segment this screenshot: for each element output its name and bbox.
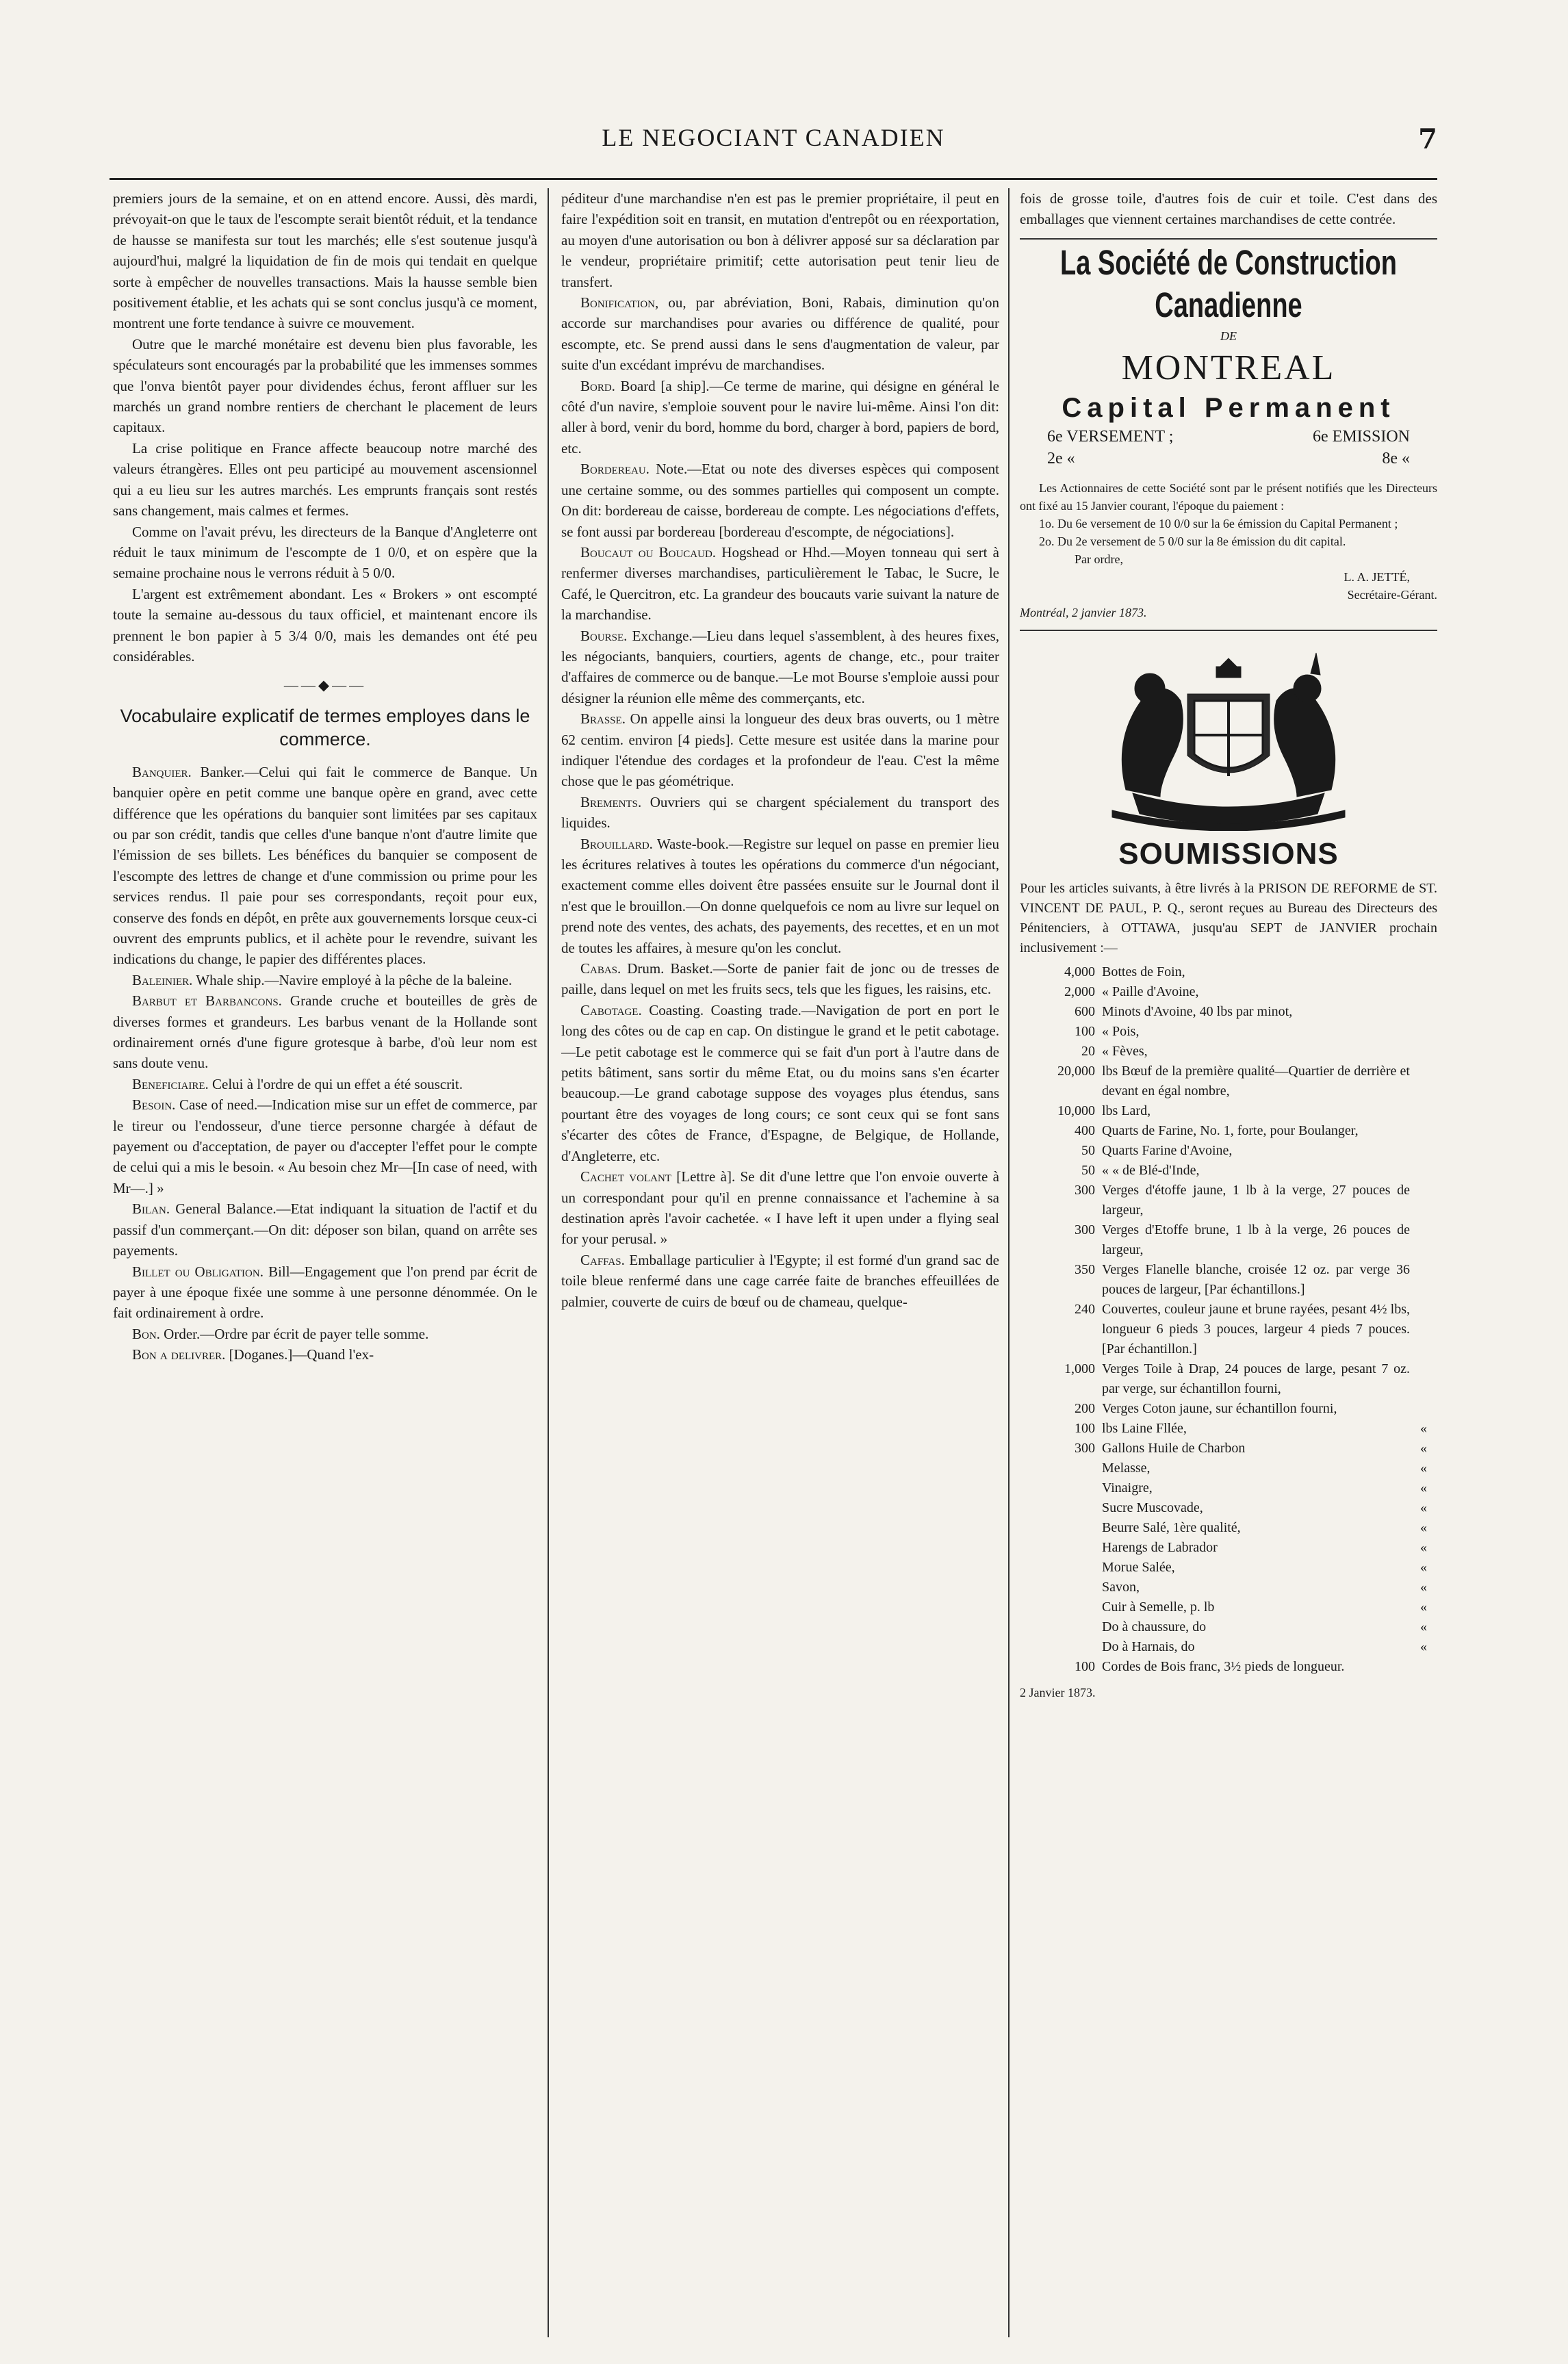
item-ditto [1410, 962, 1437, 982]
ad-signature: L. A. JETTÉ, [1344, 570, 1410, 584]
item-quantity [1020, 1637, 1102, 1657]
article-paragraph: L'argent est extrêmement abondant. Les « Brokers » ont escompté toute la semaine au-dessous du taux officiel, et maintenant encore ils prennent le bon papier à 5 3/4 0/0, mais les demandes ont été peu considérables. [113, 585, 537, 665]
item-ditto: « [1420, 1560, 1427, 1576]
item-description: Verges Coton jaune, sur échantillon fourni, [1102, 1401, 1337, 1417]
item-description: Verges Flanelle blanche, croisée 12 oz. par verge 36 pouces de largeur, [Par échantillons.] [1102, 1262, 1410, 1298]
page-header [110, 123, 1437, 171]
glossary-entry [113, 1198, 537, 1261]
list-item [1020, 1220, 1437, 1260]
glossary-text: Coasting. Coasting trade.—Navigation de port en port le long des côtes ou de cap en cap. On distingue le grand et le petit cabotage.—Le petit cabotage est le commerce qui se fait d'un port à l'autre dans de petits bâtiment, sans sortir du même Etat, ou du moins sans s'en écarter beaucoup.—Le grand cabotage suppose des voyages plus étendus, sans pourtant être des voyages de long cours; ce sont ceux qui se font sans s'écarter des côtes de France, d'Espagne, de Belgique, de Hollande, d'Angleterre, etc. [561, 1001, 999, 1164]
glossary-text: Drum. Basket.—Sorte de panier fait de jonc ou de tresses de paille, dans lequel on met les fruits secs, tels que les figues, les raisins, etc. [561, 960, 999, 998]
item-description: Vinaigre, [1102, 1480, 1153, 1496]
item-description: Cordes de Bois franc, 3½ pieds de longueur. [1102, 1659, 1345, 1675]
ad-capital: Capital Permanent [1062, 393, 1396, 424]
list-item [1020, 1459, 1437, 1478]
list-item [1020, 1359, 1437, 1399]
glossary-text: Case of need.—Indication mise sur un effet de commerce, par le tireur ou l'endosseur, d'une tierce personne chargée à défaut de payement ou d'acceptation, de payer ou d'accepter l'effet pour le compte de celui qui a mis le besoin. « Au besoin chez Mr—[In case of need, with Mr—.] » [113, 1096, 537, 1196]
item-description: Verges d'Etoffe brune, 1 lb à la verge, 26 pouces de largeur, [1102, 1222, 1410, 1258]
glossary-text: Ouvriers qui se chargent spécialement du transport des liquides. [561, 793, 999, 832]
glossary-entry [561, 792, 999, 834]
item-description: « Paille d'Avoine, [1102, 984, 1199, 1000]
list-item [1020, 1161, 1437, 1181]
glossary-entry [113, 970, 537, 990]
item-ditto [1410, 1062, 1437, 1101]
item-ditto [1410, 1220, 1437, 1260]
item-quantity: 100 [1075, 1024, 1095, 1040]
glossary-entry [561, 958, 999, 1000]
ad-row [1020, 448, 1437, 470]
list-item [1020, 1478, 1437, 1498]
ad-row-right: 6e EMISSION [1313, 428, 1410, 446]
glossary-term: Cabas. [580, 960, 621, 977]
list-item [1020, 1419, 1437, 1439]
item-ditto [1410, 1359, 1437, 1399]
glossary-term: Cabotage. [580, 1001, 642, 1018]
column-2 [561, 188, 999, 2337]
column-3 [1020, 188, 1437, 2337]
glossary-entry [561, 708, 999, 792]
item-description: Quarts Farine d'Avoine, [1102, 1143, 1233, 1159]
glossary-text: [Lettre à]. Se dit d'une lettre que l'on envoie ouverte à un correspondant pour qu'il en prenne connaissance et l'achemine à sa destination après l'avoir cachetée. « I have left it upen under a flying seal for your perusal. » [561, 1168, 999, 1248]
list-item [1020, 1062, 1437, 1101]
item-ditto: « [1420, 1580, 1427, 1595]
glossary-term: Bon. [132, 1325, 160, 1342]
item-ditto: « [1420, 1639, 1427, 1655]
glossary-text: Exchange.—Lieu dans lequel s'assemblent, à des heures fixes, les négociants, banquiers, courtiers, agents de change, etc., pour traiter d'affaires de commerce ou de banque.—Le mot Bourse s'emploie aussi pour désigner la réunion elle même des commerçants, etc. [561, 627, 999, 706]
item-quantity: 50 [1081, 1143, 1095, 1159]
glossary-term: Besoin. [132, 1096, 176, 1114]
glossary-text: Note.—Etat ou note des diverses espèces qui composent une certaine somme, ou des sommes partielles qui composent un compte. On dit: bordereau de caisse, bordereau de compte. Les négociations d'effets, se font aussi par bordereau [bordereau d'escompte, de négociations]. [561, 461, 999, 540]
glossary-term: Boucaut ou Boucaud. [580, 543, 717, 561]
glossary-entry [561, 376, 999, 459]
item-ditto: « [1420, 1461, 1427, 1476]
soumissions-title: SOUMISSIONS [1118, 837, 1339, 871]
list-item [1020, 1399, 1437, 1419]
list-item [1020, 962, 1437, 982]
list-item [1020, 1617, 1437, 1637]
glossary-entry [561, 1250, 999, 1312]
item-quantity: 4,000 [1064, 964, 1095, 980]
item-ditto [1410, 1141, 1437, 1161]
glossary-continuation: péditeur d'une marchandise n'en est pas le premier propriétaire, il peut en faire l'expédition soit en transit, en mutation d'entrepôt ou en réexportation, au moyen d'une autorisation ou bon à délivrer apposé sur sa déclaration par le vendeur, propriétaire primitif; cette autorisation peut tenir lieu de transfert. [561, 190, 999, 290]
ornament-divider: ——◆—— [283, 677, 367, 694]
glossary-text: Board [a ship].—Ce terme de marine, qui désigne en général le côté d'un navire, s'emploie souvent pour le navire lui-même. Ainsi l'on dit: aller à bord, venir du bord, homme du bord, charger à bord, papiers de bord, etc. [561, 377, 999, 457]
glossary-term: Barbut et Barbancons. [132, 992, 282, 1010]
section-rule [1020, 630, 1437, 631]
glossary-entry [561, 542, 999, 626]
ad-item: 1o. Du 6e versement de 10 0/0 sur la 6e émission du Capital Permanent ; [1039, 517, 1398, 531]
glossary-term: Caffas. [580, 1251, 625, 1268]
item-quantity [1020, 1597, 1102, 1617]
item-ditto: « [1420, 1500, 1427, 1516]
item-ditto [1410, 1657, 1437, 1677]
item-quantity [1020, 1459, 1102, 1478]
list-item [1020, 1300, 1437, 1359]
item-quantity: 100 [1075, 1659, 1095, 1675]
item-ditto: « [1420, 1441, 1427, 1456]
glossary-entry [113, 1344, 537, 1365]
list-item [1020, 982, 1437, 1002]
item-quantity: 50 [1081, 1163, 1095, 1179]
glossary-entry [561, 626, 999, 709]
item-description: Beurre Salé, 1ère qualité, [1102, 1520, 1241, 1536]
column-divider [548, 188, 549, 2337]
glossary-text: ou, par abréviation, Boni, Rabais, diminution qu'on accorde sur marchandises pour avaries ou différence de qualité, pour escompte, etc. Se prend aussi dans le sens d'augmentation de valeur, par suite d'un excédant imprévu de marchandises. [561, 294, 999, 374]
item-description: Bottes de Foin, [1102, 964, 1185, 980]
glossary-text: General Balance.—Etat indiquant la situation de l'actif et du passif d'un commerçant.—On dit: déposer son bilan, quand on arrête ses payements. [113, 1200, 537, 1259]
item-description: Do à Harnais, do [1102, 1639, 1195, 1655]
item-quantity: 300 [1075, 1222, 1095, 1238]
item-quantity [1020, 1617, 1102, 1637]
list-item [1020, 1578, 1437, 1597]
glossary-term: Bord. [580, 377, 615, 394]
glossary-entry [113, 1094, 537, 1198]
item-description: Gallons Huile de Charbon [1102, 1441, 1246, 1456]
glossary-entry [113, 990, 537, 1074]
item-ditto: « [1420, 1619, 1427, 1635]
list-item [1020, 1260, 1437, 1300]
glossary-text: On appelle ainsi la longueur des deux bras ouverts, ou 1 mètre 62 centim. environ [4 pieds]. Cette mesure est usitée dans la marine pour indiquer l'étendue des cordages et la profondeur de l'eau. C'est la même chose que le pas géométrique. [561, 710, 999, 790]
item-ditto: « [1420, 1599, 1427, 1615]
list-item [1020, 1042, 1437, 1062]
glossary-term: Beneficiaire. [132, 1075, 209, 1092]
glossary-text: Celui à l'ordre de qui un effet a été souscrit. [212, 1075, 463, 1092]
ad-signature-title: Secrétaire-Gérant. [1347, 588, 1437, 602]
list-item [1020, 1538, 1437, 1558]
item-quantity: 1,000 [1064, 1361, 1095, 1377]
advertisement-societe [1020, 244, 1437, 621]
glossary-text: [Doganes.]—Quand l'ex- [229, 1346, 374, 1363]
glossary-term: Banquier. [132, 763, 192, 780]
ad-par-ordre: Par ordre, [1075, 552, 1123, 567]
glossary-term: Billet ou Obligation. [132, 1263, 264, 1280]
article-paragraph: premiers jours de la semaine, et on en attend encore. Aussi, dès mardi, prévoyait-on que le taux de l'escompte serait bientôt réduit, et la tendance de hausse se manifesta sur tout les marchés; elle s'est soutenue jusqu'à aujourd'hui, malgré la liquidation de fin de mois qui tendait en quelque sorte à empêcher de nouvelles transactions. Mais la hausse semble bien positivement établie, et les achats qui se sont conclus jusqu'à ce moment, montrent une forte tendance à suivre ce mouvement. [113, 190, 537, 332]
item-description: Quarts de Farine, No. 1, forte, pour Boulanger, [1102, 1123, 1359, 1139]
glossary-term: Bordereau. [580, 461, 650, 478]
item-quantity [1020, 1558, 1102, 1578]
item-description: Savon, [1102, 1580, 1140, 1595]
item-description: Couvertes, couleur jaune et brune rayées, pesant 4½ lbs, longueur 6 pieds 3 pouces, largeur 4 pieds 7 pouces. [Par échantillon.] [1102, 1302, 1410, 1357]
item-ditto [1410, 982, 1437, 1002]
list-item [1020, 1597, 1437, 1617]
item-description: Verges d'étoffe jaune, 1 lb à la verge, 27 pouces de largeur, [1102, 1183, 1410, 1218]
glossary-term: Bourse. [580, 627, 628, 644]
list-item [1020, 1439, 1437, 1459]
item-description: lbs Laine Fllée, [1102, 1421, 1187, 1437]
item-ditto [1410, 1300, 1437, 1359]
glossary-term: Baleinier. [132, 971, 193, 988]
glossary-entry [561, 834, 999, 958]
list-item [1020, 1022, 1437, 1042]
item-quantity: 600 [1075, 1004, 1095, 1020]
list-item [1020, 1141, 1437, 1161]
item-quantity: 100 [1075, 1421, 1095, 1437]
item-description: « Pois, [1102, 1024, 1140, 1040]
item-quantity: 300 [1075, 1441, 1095, 1456]
ad-title: La Société de Construction Canadienne [1060, 244, 1397, 326]
item-ditto [1410, 1042, 1437, 1062]
glossary-continuation: fois de grosse toile, d'autres fois de cuir et toile. C'est dans des emballages que viennent certaines marchandises de cette contrée. [1020, 190, 1437, 228]
item-quantity: 20 [1081, 1044, 1095, 1059]
glossary-text: Bill—Engagement que l'on prend par écrit de payer à une époque fixée une somme à une personne dénommée. On le fait ordinairement à ordre. [113, 1263, 537, 1322]
ad-city: MONTREAL [1121, 348, 1336, 388]
item-ditto [1410, 1399, 1437, 1419]
soumissions-date: 2 Janvier 1873. [1020, 1686, 1096, 1700]
glossary-entry [561, 1000, 999, 1166]
list-item [1020, 1558, 1437, 1578]
item-ditto: « [1420, 1421, 1427, 1437]
section-rule [1020, 238, 1437, 240]
glossary-entry [561, 292, 999, 376]
glossary-entry [113, 1324, 537, 1344]
ad-de: DE [1220, 329, 1237, 343]
soumissions-list [1020, 962, 1437, 1677]
item-ditto [1410, 1181, 1437, 1220]
item-description: Minots d'Avoine, 40 lbs par minot, [1102, 1004, 1293, 1020]
item-description: lbs Bœuf de la première qualité—Quartier de derrière et devant en égal nombre, [1102, 1064, 1410, 1099]
item-description: Cuir à Semelle, p. lb [1102, 1599, 1215, 1615]
ad-row-left: 2e « [1047, 450, 1075, 468]
list-item [1020, 1518, 1437, 1538]
item-quantity: 10,000 [1057, 1103, 1095, 1119]
item-description: Morue Salée, [1102, 1560, 1175, 1576]
section-title: Vocabulaire explicatif de termes employes dans le commerce. [120, 705, 530, 749]
list-item [1020, 1002, 1437, 1022]
glossary-entry [113, 1261, 537, 1324]
glossary-entry [113, 1074, 537, 1094]
ad-row-right: 8e « [1382, 450, 1410, 468]
item-quantity [1020, 1518, 1102, 1538]
item-description: Melasse, [1102, 1461, 1151, 1476]
glossary-entry [113, 762, 537, 970]
item-ditto [1410, 1101, 1437, 1121]
item-quantity [1020, 1478, 1102, 1498]
item-ditto [1410, 1121, 1437, 1141]
item-quantity: 400 [1075, 1123, 1095, 1139]
item-ditto [1410, 1022, 1437, 1042]
royal-coat-of-arms-icon [1085, 646, 1372, 831]
article-paragraph: Outre que le marché monétaire est devenu bien plus favorable, les spéculateurs sont encouragés par la probabilité que les immenses sommes que l'onva bientôt payer pour dividendes échus, feront affluer sur les marchés un grand nombre rentiers de cherchant le placement de leurs capitaux. [113, 335, 537, 436]
ad-item: 2o. Du 2e versement de 5 0/0 sur la 8e émission du dit capital. [1039, 535, 1346, 549]
item-ditto [1410, 1002, 1437, 1022]
list-item [1020, 1657, 1437, 1677]
glossary-text: Banker.—Celui qui fait le commerce de Banque. Un banquier opère en petit comme une banque opère en grand, avec cette différence que les opérations du banquier sont limitées par ses capitaux ou par son crédit, tandis que celles d'une banque n'ont d'autre limite que l'émission de ses billets. Les bénéfices du banquier se composent de l'escompte des lettres de change et d'une commission ou prime pour les services rendus. Il paie pour ses correspondants, reçoit pour eux, conserve des fonds en dépôt, en prête aux gouvernements lorsque ceux-ci ouvrent des emprunts publics, et il achète pour le revendre, suivant les indications du change, le papier des différentes places. [113, 763, 537, 968]
page-number: 7 [1418, 123, 1437, 155]
ad-row [1020, 426, 1437, 448]
item-ditto: « [1420, 1480, 1427, 1496]
ad-place-date: Montréal, 2 janvier 1873. [1020, 606, 1147, 620]
glossary-text: Whale ship.—Navire employé à la pêche de la baleine. [196, 971, 513, 988]
item-description: « « de Blé-d'Inde, [1102, 1163, 1200, 1179]
glossary-entry [561, 1166, 999, 1250]
header-rule [110, 178, 1437, 180]
glossary-term: Brouillard. [580, 835, 653, 852]
glossary-term: Brasse. [580, 710, 626, 728]
glossary-text: Order.—Ordre par écrit de payer telle somme. [164, 1325, 429, 1342]
item-quantity: 240 [1075, 1302, 1095, 1318]
item-quantity: 200 [1075, 1401, 1095, 1417]
soumissions-intro: Pour les articles suivants, à être livrés à la PRISON DE REFORME de ST. VINCENT DE PAUL, P. Q., seront reçues au Bureau des Directeurs des Pénitenciers, à OTTAWA, jusqu'au SEPT de JANVIER prochain inclusivement :— [1020, 881, 1437, 956]
ad-row-left: 6e VERSEMENT ; [1047, 428, 1174, 446]
glossary-text: Grande cruche et bouteilles de grès de diverses formes et grandeurs. Les barbus venant de la Hollande sont ordinairement ornés d'une figure grotesque à barbe, d'où leur nom est sans doute venu. [113, 992, 537, 1072]
glossary-text: Waste-book.—Registre sur lequel on passe en premier lieu les écritures relatives à toutes les opérations du commerce d'un négociant, exactement comme elles doivent être passées ensuite sur le Journal dont il n'est que le brouillon.—On donne quelquefois ce nom au livre sur lequel on prend note des ventes, des achats, des payements, des recettes, et en un mot de toutes les affaires, à mesure qu'on les conclut. [561, 835, 999, 956]
item-quantity: 300 [1075, 1183, 1095, 1198]
list-item [1020, 1181, 1437, 1220]
advertisement-soumissions [1020, 835, 1437, 1701]
glossary-text: Hogshead or Hhd.—Moyen tonneau qui sert à renfermer diverses marchandises, particulièrement le Tabac, le Sucre, le Café, le Quercitron, etc. La grandeur des boucauts varie suivant la nature de la marchandise. [561, 543, 999, 624]
ad-notice: Les Actionnaires de cette Société sont par le présent notifiés que les Directeurs ont fixé au 15 Janvier courant, l'époque du paiement : [1020, 481, 1437, 513]
item-quantity [1020, 1498, 1102, 1518]
list-item [1020, 1121, 1437, 1141]
list-item [1020, 1637, 1437, 1657]
item-description: Sucre Muscovade, [1102, 1500, 1203, 1516]
article-paragraph: Comme on l'avait prévu, les directeurs de la Banque d'Angleterre ont réduit le taux minimum de l'escompte de 1 0/0, et on espère que la semaine prochaine nous le verrons réduit à 5 0/0. [113, 523, 537, 582]
item-description: Verges Toile à Drap, 24 pouces de large, pesant 7 oz. par verge, sur échantillon fourni, [1102, 1361, 1410, 1397]
glossary-term: Bonification, [580, 294, 659, 311]
item-quantity: 2,000 [1064, 984, 1095, 1000]
item-ditto [1410, 1260, 1437, 1300]
item-description: « Fèves, [1102, 1044, 1148, 1059]
item-quantity [1020, 1538, 1102, 1558]
glossary-term: Bon a delivrer. [132, 1346, 226, 1363]
item-ditto: « [1420, 1540, 1427, 1556]
column-divider [1008, 188, 1010, 2337]
item-quantity: 350 [1075, 1262, 1095, 1278]
running-title: LE NEGOCIANT CANADIEN [602, 124, 945, 151]
glossary-term: Cachet volant [580, 1168, 671, 1185]
column-1 [113, 188, 537, 2337]
list-item [1020, 1498, 1437, 1518]
glossary-term: Bilan. [132, 1200, 170, 1218]
item-description: Harengs de Labrador [1102, 1540, 1218, 1556]
glossary-term: Brements. [580, 793, 642, 810]
item-quantity [1020, 1578, 1102, 1597]
item-ditto [1410, 1161, 1437, 1181]
item-description: lbs Lard, [1102, 1103, 1151, 1119]
item-quantity: 20,000 [1057, 1064, 1095, 1079]
item-ditto: « [1420, 1520, 1427, 1536]
item-description: Do à chaussure, do [1102, 1619, 1207, 1635]
list-item [1020, 1101, 1437, 1121]
article-paragraph: La crise politique en France affecte beaucoup notre marché des valeurs étrangères. Elles ont peu participé au mouvement ascensionnel qui a eu lieu sur les autres marchés. Les emprunts français sont restés sans changement, mais calmes et fermes. [113, 439, 537, 519]
glossary-text: Emballage particulier à l'Egypte; il est formé d'un grand sac de toile bleue renfermé dans une cage carrée faite de branches effeuillées de palmier, couverte de cuirs de bœuf ou de chameau, quelque- [561, 1251, 999, 1310]
glossary-entry [561, 459, 999, 542]
